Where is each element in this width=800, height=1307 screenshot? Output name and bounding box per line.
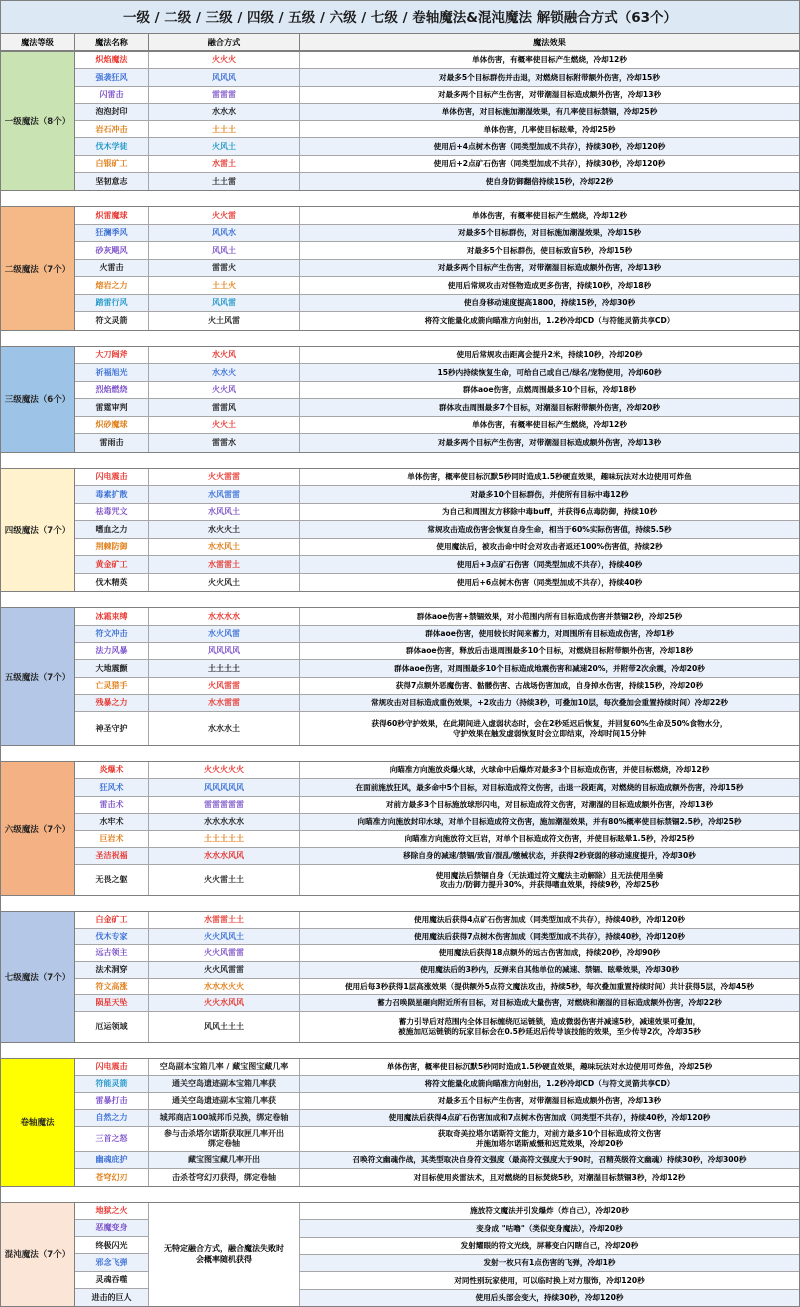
spell-row xyxy=(75,242,799,260)
spell-name: 大地震颤 xyxy=(75,660,149,676)
spell-effect: 使用魔法后，被攻击命中时会对攻击者返还100%伤害值，持续2秒 xyxy=(300,539,799,556)
spell-name: 白银矿工 xyxy=(75,156,149,172)
spell-row xyxy=(75,364,799,382)
spell-name: 自然之力 xyxy=(75,1110,149,1126)
spell-name: 亡灵猎手 xyxy=(75,678,149,694)
spell-combo: 雷雷雷 xyxy=(149,87,300,103)
spell-effect: 对前方最多3个目标施放球形闪电，对目标造成符文伤害，对潮湿的目标造成额外伤害，冷却13秒 xyxy=(300,797,799,813)
spell-row xyxy=(75,277,799,295)
spell-row xyxy=(75,962,799,979)
level-label: 四级魔法（7个） xyxy=(1,469,75,592)
spell-combo: 水水水水水 xyxy=(149,814,300,830)
spell-effect: 获得60秒守护效果，在此期间进入虚弱状态时，会在2秒延迟后恢复，并回复60%生命及50%食物水分， 守护效果在触发虚弱恢复时会立即结束，冷却时间15分钟 xyxy=(300,712,799,745)
spell-effect: 使用后+3点矿石伤害（同类型加成不共存），持续40秒 xyxy=(300,556,799,573)
level-section xyxy=(0,346,800,453)
spell-effect: 蓄力召唤陨星砸向附近所有目标，对目标造成大量伤害，对燃烧和潮湿的目标造成额外伤害，冷却22秒 xyxy=(300,995,799,1011)
spell-row xyxy=(75,382,799,400)
spell-row xyxy=(75,1169,799,1186)
spell-effect: 对目标使用炎雷法术，且对燃烧的目标焚烧5秒，对潮湿目标禁锢3秒，冷却12秒 xyxy=(300,1169,799,1186)
spell-name: 炽焰魔法 xyxy=(75,52,149,68)
spell-effect: 发射耀眼的符文光线，屏幕变白闪瞎自己，冷却20秒 xyxy=(300,1238,799,1255)
spell-row xyxy=(75,295,799,313)
level-section xyxy=(0,761,800,896)
spell-combo: 土土土 xyxy=(149,121,300,137)
spell-effect: 施放符文魔法并引发爆炸（炸自己），冷却20秒 xyxy=(300,1203,799,1220)
spell-combo: 火火风雷雷 xyxy=(149,962,300,978)
spell-effect: 群体aoe伤害，点燃周围最多10个目标，冷却18秒 xyxy=(300,382,799,399)
spell-row xyxy=(75,660,799,677)
spell-row xyxy=(75,207,799,225)
spell-effect: 将符文能量化成箭向瞄准方向射出，1.2秒冷却CD（与符文灵箭共享CD） xyxy=(300,1076,799,1092)
spell-row xyxy=(75,912,799,929)
spell-combo: 火火土 xyxy=(149,417,300,434)
spell-effect: 移除自身的减速/禁锢/致盲/混乱/缴械状态，并获得2秒衰弱的移动速度提升，冷却30秒 xyxy=(300,848,799,864)
spell-combo: 藏宝图宝藏几率开出 xyxy=(149,1152,300,1168)
spell-row xyxy=(75,1012,799,1042)
spell-row xyxy=(75,712,799,745)
spell-name: 泡泡封印 xyxy=(75,104,149,120)
spell-effect: 单体伤害，有概率使目标产生燃烧，冷却12秒 xyxy=(300,207,799,224)
spell-name: 法力风暴 xyxy=(75,643,149,659)
spell-row xyxy=(75,347,799,365)
spell-row xyxy=(75,52,799,69)
spell-name: 雷雨击 xyxy=(75,434,149,452)
spell-row xyxy=(75,762,799,779)
spell-row xyxy=(75,995,799,1012)
spell-effect: 群体aoe伤害，释放后击退周围最多10个目标，对燃烧目标附带额外伤害，冷却18秒 xyxy=(300,643,799,659)
spell-combo: 风风土土土 xyxy=(149,1012,300,1042)
spell-name: 熔岩之力 xyxy=(75,277,149,294)
spell-name: 伐木专家 xyxy=(75,929,149,945)
spell-effect: 在面前施放狂风，最多命中5个目标，对目标造成符文伤害，击退一段距离，对燃烧的目标造成额外伤害，冷却15秒 xyxy=(300,779,799,795)
spell-effect: 向瞄准方向施放炎爆火球，火球命中后爆炸对最多3个目标造成伤害，并使目标燃烧，冷却12秒 xyxy=(300,762,799,778)
spell-combo: 火火水风风 xyxy=(149,995,300,1011)
spell-name: 幽魂庇护 xyxy=(75,1152,149,1168)
spell-name: 远古领主 xyxy=(75,945,149,961)
spell-name: 灵魂吞噬 xyxy=(75,1272,149,1289)
spell-combo: 水水火 xyxy=(149,364,300,381)
spell-combo: 风风风风 xyxy=(149,643,300,659)
level-label: 三级魔法（6个） xyxy=(1,347,75,452)
spell-combo: 水水水风风 xyxy=(149,848,300,864)
spell-name: 三首之怒 xyxy=(75,1127,149,1151)
spell-name: 祈福旭光 xyxy=(75,364,149,381)
spell-name: 砂灰飓风 xyxy=(75,242,149,259)
spell-row xyxy=(75,156,799,173)
spell-effect: 发射一枚只有1点伤害的飞弹，冷却1秒 xyxy=(300,1255,799,1272)
spell-combo: 火火风雷雷 xyxy=(149,945,300,961)
spell-effect: 使自身防御翻倍持续15秒，冷却22秒 xyxy=(300,173,799,190)
spell-row xyxy=(75,121,799,138)
spell-combo: 水水水火火 xyxy=(149,979,300,995)
spell-name: 炎爆术 xyxy=(75,762,149,778)
spell-name: 符文灵箭 xyxy=(75,312,149,330)
spell-effect: 使用后每3秒获得1层高涨效果（提供额外5点符文魔法攻击，持续5秒，每次叠加重置持续时间）共计获得5层，冷却45秒 xyxy=(300,979,799,995)
spell-combo: 水雷土 xyxy=(149,156,300,172)
spell-name: 坚韧意志 xyxy=(75,173,149,190)
spell-name: 冰霜束缚 xyxy=(75,608,149,624)
spell-combo: 火风土 xyxy=(149,138,300,154)
level-label: 混沌魔法（7个） xyxy=(1,1203,75,1306)
spell-combo: 火土风雷 xyxy=(149,312,300,330)
spell-row xyxy=(75,173,799,190)
spell-effect: 单体伤害，概率使目标沉默5秒同时造成1.5秒硬直效果，趣味玩法对水边使用可炸鱼 xyxy=(300,469,799,486)
spell-effect: 获取奇美拉塔尔诺斯符文能力，对前方最多10个目标造成符文伤害 并施加塔尔诺斯威慑和迟荒效果，冷却20秒 xyxy=(300,1127,799,1151)
spell-combo: 火火风风土 xyxy=(149,929,300,945)
spell-combo: 通关空岛遗迹副本宝箱几率获 xyxy=(149,1093,300,1109)
spell-effect: 使用魔法后获得7点树木伤害加成（同类型加成不共存），持续40秒，冷却120秒 xyxy=(300,929,799,945)
spell-row xyxy=(75,399,799,417)
spell-combo: 水水风土 xyxy=(149,539,300,556)
spell-combo: 水水水 xyxy=(149,104,300,120)
spell-effect: 使用魔法后获得4点矿石伤害加成和7点树木伤害加成（同类型不共存），持续40秒，冷却120秒 xyxy=(300,1110,799,1126)
spell-name: 狂澜季风 xyxy=(75,225,149,242)
spell-row xyxy=(75,979,799,996)
spell-effect: 使用后常规攻击对怪物造成更多伤害，持续10秒，冷却18秒 xyxy=(300,277,799,294)
spell-name: 雷击术 xyxy=(75,797,149,813)
spell-effect: 将符文能量化成箭向瞄准方向射出，1.2秒冷却CD（与符能灵箭共享CD） xyxy=(300,312,799,330)
spell-combo: 水水水土 xyxy=(149,712,300,745)
spell-combo: 通关空岛遗迹副本宝箱几率获 xyxy=(149,1076,300,1092)
spell-combo: 雷雷风 xyxy=(149,399,300,416)
spell-effect: 为自己和周围友方移除中毒buff，并获得6点毒防御，持续10秒 xyxy=(300,504,799,521)
spell-combo: 水风雷雷 xyxy=(149,486,300,503)
spell-name: 火雷击 xyxy=(75,260,149,277)
spell-name: 闪雷击 xyxy=(75,87,149,103)
spell-effect: 使用魔法后的3秒内，反弹来自其他单位的减速、禁锢、眩晕效果，冷却30秒 xyxy=(300,962,799,978)
spell-row xyxy=(75,695,799,712)
spell-effect: 获得7点额外恶魔伤害、骷髅伤害、古战场伤害加成，自身掉水伤害，持续15秒，冷却20秒 xyxy=(300,678,799,694)
page-title: 一级 / 二级 / 三级 / 四级 / 五级 / 六级 / 七级 / 卷轴魔法&混沌魔法 解锁融合方式（63个） xyxy=(0,0,800,34)
spell-effect: 单体伤害，有概率使目标产生燃烧，冷却12秒 xyxy=(300,52,799,68)
spell-name: 白金矿工 xyxy=(75,912,149,928)
spell-name: 伐木学徒 xyxy=(75,138,149,154)
spell-row xyxy=(75,260,799,278)
spell-name: 强袭狂风 xyxy=(75,69,149,85)
spell-combo: 土土土土 xyxy=(149,660,300,676)
section-gap xyxy=(0,331,800,346)
spell-combo: 水火风 xyxy=(149,347,300,364)
section-gap xyxy=(0,592,800,607)
spell-combo: 风风雷 xyxy=(149,295,300,312)
spell-combo: 参与击杀塔尔诺斯获取匣几率开出 绑定卷轴 xyxy=(149,1127,300,1151)
spell-combo: 火火雷土土 xyxy=(149,865,300,895)
level-section xyxy=(0,468,800,593)
spell-name: 岩石冲击 xyxy=(75,121,149,137)
level-section xyxy=(0,206,800,331)
spell-name: 邪念飞弹 xyxy=(75,1254,149,1271)
spell-row xyxy=(75,1110,799,1127)
spell-row xyxy=(75,417,799,435)
spell-name: 祛毒咒文 xyxy=(75,504,149,521)
spell-combo: 水水雷雷 xyxy=(149,695,300,711)
spell-name: 黄金矿工 xyxy=(75,556,149,573)
spell-combo: 火火风 xyxy=(149,382,300,399)
level-label: 七级魔法（7个） xyxy=(1,912,75,1042)
spell-combo: 水水水水 xyxy=(149,608,300,624)
spell-row xyxy=(75,225,799,243)
level-section xyxy=(0,911,800,1043)
spell-name: 神圣守护 xyxy=(75,712,149,745)
spell-row xyxy=(75,1152,799,1169)
spell-effect: 对同性别玩家使用，可以临时换上对方服饰，冷却120秒 xyxy=(300,1272,799,1289)
spell-effect: 常规攻击对目标造成重伤效果，+2攻击力（持续3秒，可叠加10层，每次叠加会重置持续时间）冷却22秒 xyxy=(300,695,799,711)
spell-name: 炽雷魔球 xyxy=(75,207,149,224)
level-label: 六级魔法（7个） xyxy=(1,762,75,895)
spell-combo: 火风雷雷 xyxy=(149,678,300,694)
spell-effect: 使用后头部会变大，持续30秒，冷却120秒 xyxy=(300,1290,799,1306)
chaos-combo-note: 无特定融合方式，融合魔法失败时 会概率随机获得 xyxy=(149,1203,300,1306)
spell-name: 狂风术 xyxy=(75,779,149,795)
spell-row xyxy=(75,1093,799,1110)
section-gap xyxy=(0,191,800,206)
spell-effect: 对最多10个目标群伤，并使所有目标中毒12秒 xyxy=(300,486,799,503)
spell-name: 烈焰燃烧 xyxy=(75,382,149,399)
spell-combo: 土土雷 xyxy=(149,173,300,190)
spell-name: 法术洞穿 xyxy=(75,962,149,978)
spell-combo: 风风水 xyxy=(149,225,300,242)
spell-combo: 雷雷雷雷雷 xyxy=(149,797,300,813)
spell-name: 踏雷行风 xyxy=(75,295,149,312)
spell-effect: 群体攻击周围最多7个目标，对潮湿目标附带额外伤害，冷却20秒 xyxy=(300,399,799,416)
spell-effect: 对最多5个目标群伤，对目标施加潮湿效果，冷却15秒 xyxy=(300,225,799,242)
spell-effect: 使用后常规攻击距离会提升2米，持续10秒，冷却20秒 xyxy=(300,347,799,364)
spell-effect: 群体aoe伤害，使用较长时间来蓄力，对周围所有目标造成伤害，冷却1秒 xyxy=(300,626,799,642)
header-effect: 魔法效果 xyxy=(533,37,566,47)
spell-effect: 对最多5个目标群伤，使目标致盲5秒，冷却15秒 xyxy=(300,242,799,259)
spell-combo: 水雷雷土土 xyxy=(149,912,300,928)
spell-row xyxy=(75,486,799,504)
level-section xyxy=(0,1202,800,1307)
spell-effect: 使用魔法后获得18点额外的远古伤害加成，持续20秒，冷却90秒 xyxy=(300,945,799,961)
spell-row xyxy=(75,104,799,121)
spell-row xyxy=(75,539,799,557)
spell-effect: 群体aoe伤害+禁锢效果，对小范围内所有目标造成伤害并禁锢2秒，冷却25秒 xyxy=(300,608,799,624)
spell-row xyxy=(75,434,799,452)
spell-row xyxy=(75,797,799,814)
spell-combo: 雷雷火 xyxy=(149,260,300,277)
spell-combo: 土土火 xyxy=(149,277,300,294)
spell-effect: 对最多五个目标产生伤害，对带潮湿目标造成额外伤害，冷却13秒 xyxy=(300,1093,799,1109)
spell-combo: 水火风雷 xyxy=(149,626,300,642)
spell-name: 残暴之力 xyxy=(75,695,149,711)
spell-row xyxy=(75,138,799,155)
spell-combo: 水雷雷土 xyxy=(149,556,300,573)
spell-row xyxy=(75,469,799,487)
spell-effect: 向瞄准方向施放符文巨岩，对单个目标造成符文伤害，并使目标眩晕1.5秒，冷却25秒 xyxy=(300,831,799,847)
header-name: 魔法名称 xyxy=(75,34,149,50)
spell-combo: 火火风土 xyxy=(149,574,300,592)
spell-name: 陨星天坠 xyxy=(75,995,149,1011)
spell-effect: 单体伤害，对目标施加潮湿效果，有几率使目标禁锢，冷却25秒 xyxy=(300,104,799,120)
spell-row xyxy=(75,929,799,946)
spell-combo: 水火火土 xyxy=(149,521,300,538)
spell-row xyxy=(75,87,799,104)
spell-effect: 常规攻击造成伤害会恢复自身生命，相当于60%实际伤害值，持续5.5秒 xyxy=(300,521,799,538)
spell-name: 炽砂魔球 xyxy=(75,417,149,434)
spell-name: 毒素扩散 xyxy=(75,486,149,503)
spell-row xyxy=(75,312,799,330)
spell-combo: 火火雷雷 xyxy=(149,469,300,486)
spell-combo: 风风土 xyxy=(149,242,300,259)
spell-effect: 对最多两个目标产生伤害，对带潮湿目标造成额外伤害，冷却13秒 xyxy=(300,434,799,452)
spell-row xyxy=(75,626,799,643)
spell-row xyxy=(75,814,799,831)
spell-effect: 对最多两个目标产生伤害，对带潮湿目标造成额外伤害，冷却13秒 xyxy=(300,260,799,277)
section-gap xyxy=(0,896,800,911)
spell-name: 嗜血之力 xyxy=(75,521,149,538)
section-gap xyxy=(0,1187,800,1202)
spell-name: 符能灵箭 xyxy=(75,1076,149,1092)
spell-effect: 使用魔法后禁锢自身（无法通过符文魔法主动解除）且无法使用坐骑 攻击力/防御力提升30%，并获得嗜血效果，持续9秒，冷却25秒 xyxy=(300,865,799,895)
spell-row xyxy=(75,779,799,796)
spell-effect: 向瞄准方向施放封印水球，对单个目标造成符文伤害，施加潮湿效果，并有80%概率使目标禁锢2.5秒，冷却25秒 xyxy=(300,814,799,830)
spell-name: 水牢术 xyxy=(75,814,149,830)
spell-name: 符文冲击 xyxy=(75,626,149,642)
spell-name: 圣洁祝福 xyxy=(75,848,149,864)
level-label: 一级魔法（8个） xyxy=(1,52,75,190)
spell-row xyxy=(75,865,799,895)
spell-effect: 使自身移动速度提高1800，持续15秒，冷却30秒 xyxy=(300,295,799,312)
spell-effect: 单体伤害，几率使目标眩晕，冷却25秒 xyxy=(300,121,799,137)
spell-row xyxy=(75,521,799,539)
spell-combo: 火火火火火 xyxy=(149,762,300,778)
level-section xyxy=(0,51,800,191)
spell-row xyxy=(75,848,799,865)
spell-name: 荆棘防御 xyxy=(75,539,149,556)
spell-row xyxy=(75,643,799,660)
spell-combo: 风风风风风 xyxy=(149,779,300,795)
level-label: 五级魔法（7个） xyxy=(1,608,75,745)
spell-name: 闪电震击 xyxy=(75,1059,149,1075)
spell-effect: 使用魔法后获得4点矿石伤害加成（同类型加成不共存），持续40秒，冷却120秒 xyxy=(300,912,799,928)
spell-combo: 击杀苍穹幻刃获得，绑定卷轴 xyxy=(149,1169,300,1186)
spell-row xyxy=(75,831,799,848)
spell-effect: 群体aoe伤害，对周围最多10个目标造成地震伤害和减速20%，并附带2次余震，冷却20秒 xyxy=(300,660,799,676)
spell-effect: 15秒内持续恢复生命，可给自己或自己/绿名/宠物使用，冷却60秒 xyxy=(300,364,799,381)
spell-row xyxy=(75,945,799,962)
spell-name: 闪电震击 xyxy=(75,469,149,486)
spell-combo: 火火雷 xyxy=(149,207,300,224)
spell-name: 无畏之躯 xyxy=(75,865,149,895)
spell-effect: 使用后+6点树木伤害（同类型加成不共存），持续40秒 xyxy=(300,574,799,592)
spell-effect: 召唤符文幽魂作战，其类型取决自身符文强度（最高符文强度大于90时，召精英级符文幽魂）持续30秒，冷却300秒 xyxy=(300,1152,799,1168)
section-gap xyxy=(0,746,800,761)
spell-row xyxy=(75,504,799,522)
spell-row xyxy=(75,1076,799,1093)
spell-row xyxy=(75,1059,799,1076)
spell-name: 大刀阔斧 xyxy=(75,347,149,364)
spell-effect: 单体伤害，概率使目标沉默5秒同时造成1.5秒硬直效果，趣味玩法对水边使用可炸鱼，冷却25秒 xyxy=(300,1059,799,1075)
spell-name: 厄运领域 xyxy=(75,1012,149,1042)
spell-effect: 使用后+4点树木伤害（同类型加成不共存），持续30秒，冷却120秒 xyxy=(300,138,799,154)
section-gap xyxy=(0,453,800,468)
level-section xyxy=(0,1058,800,1187)
spell-combo: 火火火 xyxy=(149,52,300,68)
spell-effect: 使用后+2点矿石伤害（同类型加成不共存），持续30秒，冷却120秒 xyxy=(300,156,799,172)
spell-effect: 蓄力引导后对范围内全体目标缠绕厄运链锁，造成微弱伤害并减速5秒，减速效果可叠加， 被施加厄运链锁的玩家目标会在0.5秒延迟后传导该技能的效果，至少传导2次，冷却35秒 xyxy=(300,1012,799,1042)
spell-effect: 单体伤害，有概率使目标产生燃烧，冷却12秒 xyxy=(300,417,799,434)
spell-name: 伐木精英 xyxy=(75,574,149,592)
spell-combo: 空岛副本宝箱几率 / 藏宝图宝藏几率 xyxy=(149,1059,300,1075)
level-label: 二级魔法（7个） xyxy=(1,207,75,330)
level-label: 卷轴魔法 xyxy=(1,1059,75,1186)
spell-combo: 雷雷水 xyxy=(149,434,300,452)
spell-combo: 土土土土土 xyxy=(149,831,300,847)
level-section xyxy=(0,607,800,746)
header-level: 魔法等级 xyxy=(1,34,75,50)
spell-row xyxy=(75,69,799,86)
spell-row xyxy=(75,574,799,592)
spell-name: 终极闪光 xyxy=(75,1237,149,1254)
spell-row xyxy=(75,1127,799,1152)
spell-name: 雷暴打击 xyxy=(75,1093,149,1109)
table-header xyxy=(0,34,800,51)
spell-combo: 水风风土 xyxy=(149,504,300,521)
section-gap xyxy=(0,1043,800,1058)
spell-name: 地狱之火 xyxy=(75,1203,149,1220)
spell-combo: 城邦商店100城邦币兑换，绑定卷轴 xyxy=(149,1110,300,1126)
spell-effect: 对最多两个目标产生伤害，对带潮湿目标造成额外伤害，冷却13秒 xyxy=(300,87,799,103)
spell-name: 巨岩术 xyxy=(75,831,149,847)
spell-row xyxy=(75,608,799,625)
spell-name: 恶魔变身 xyxy=(75,1220,149,1237)
spell-effect: 变身成 "咕噜"（类似变身魔法），冷却20秒 xyxy=(300,1220,799,1237)
spell-name: 雷霆审判 xyxy=(75,399,149,416)
spell-row xyxy=(75,556,799,574)
spell-name: 符文高涨 xyxy=(75,979,149,995)
header-combo: 融合方式 xyxy=(149,34,300,50)
spell-name: 苍穹幻刃 xyxy=(75,1169,149,1186)
spell-name: 进击的巨人 xyxy=(75,1289,149,1306)
table-body xyxy=(0,51,800,1307)
spell-combo: 风风风 xyxy=(149,69,300,85)
spell-effect: 对最多5个目标群伤并击退，对燃烧目标附带额外伤害，冷却15秒 xyxy=(300,69,799,85)
spell-row xyxy=(75,678,799,695)
